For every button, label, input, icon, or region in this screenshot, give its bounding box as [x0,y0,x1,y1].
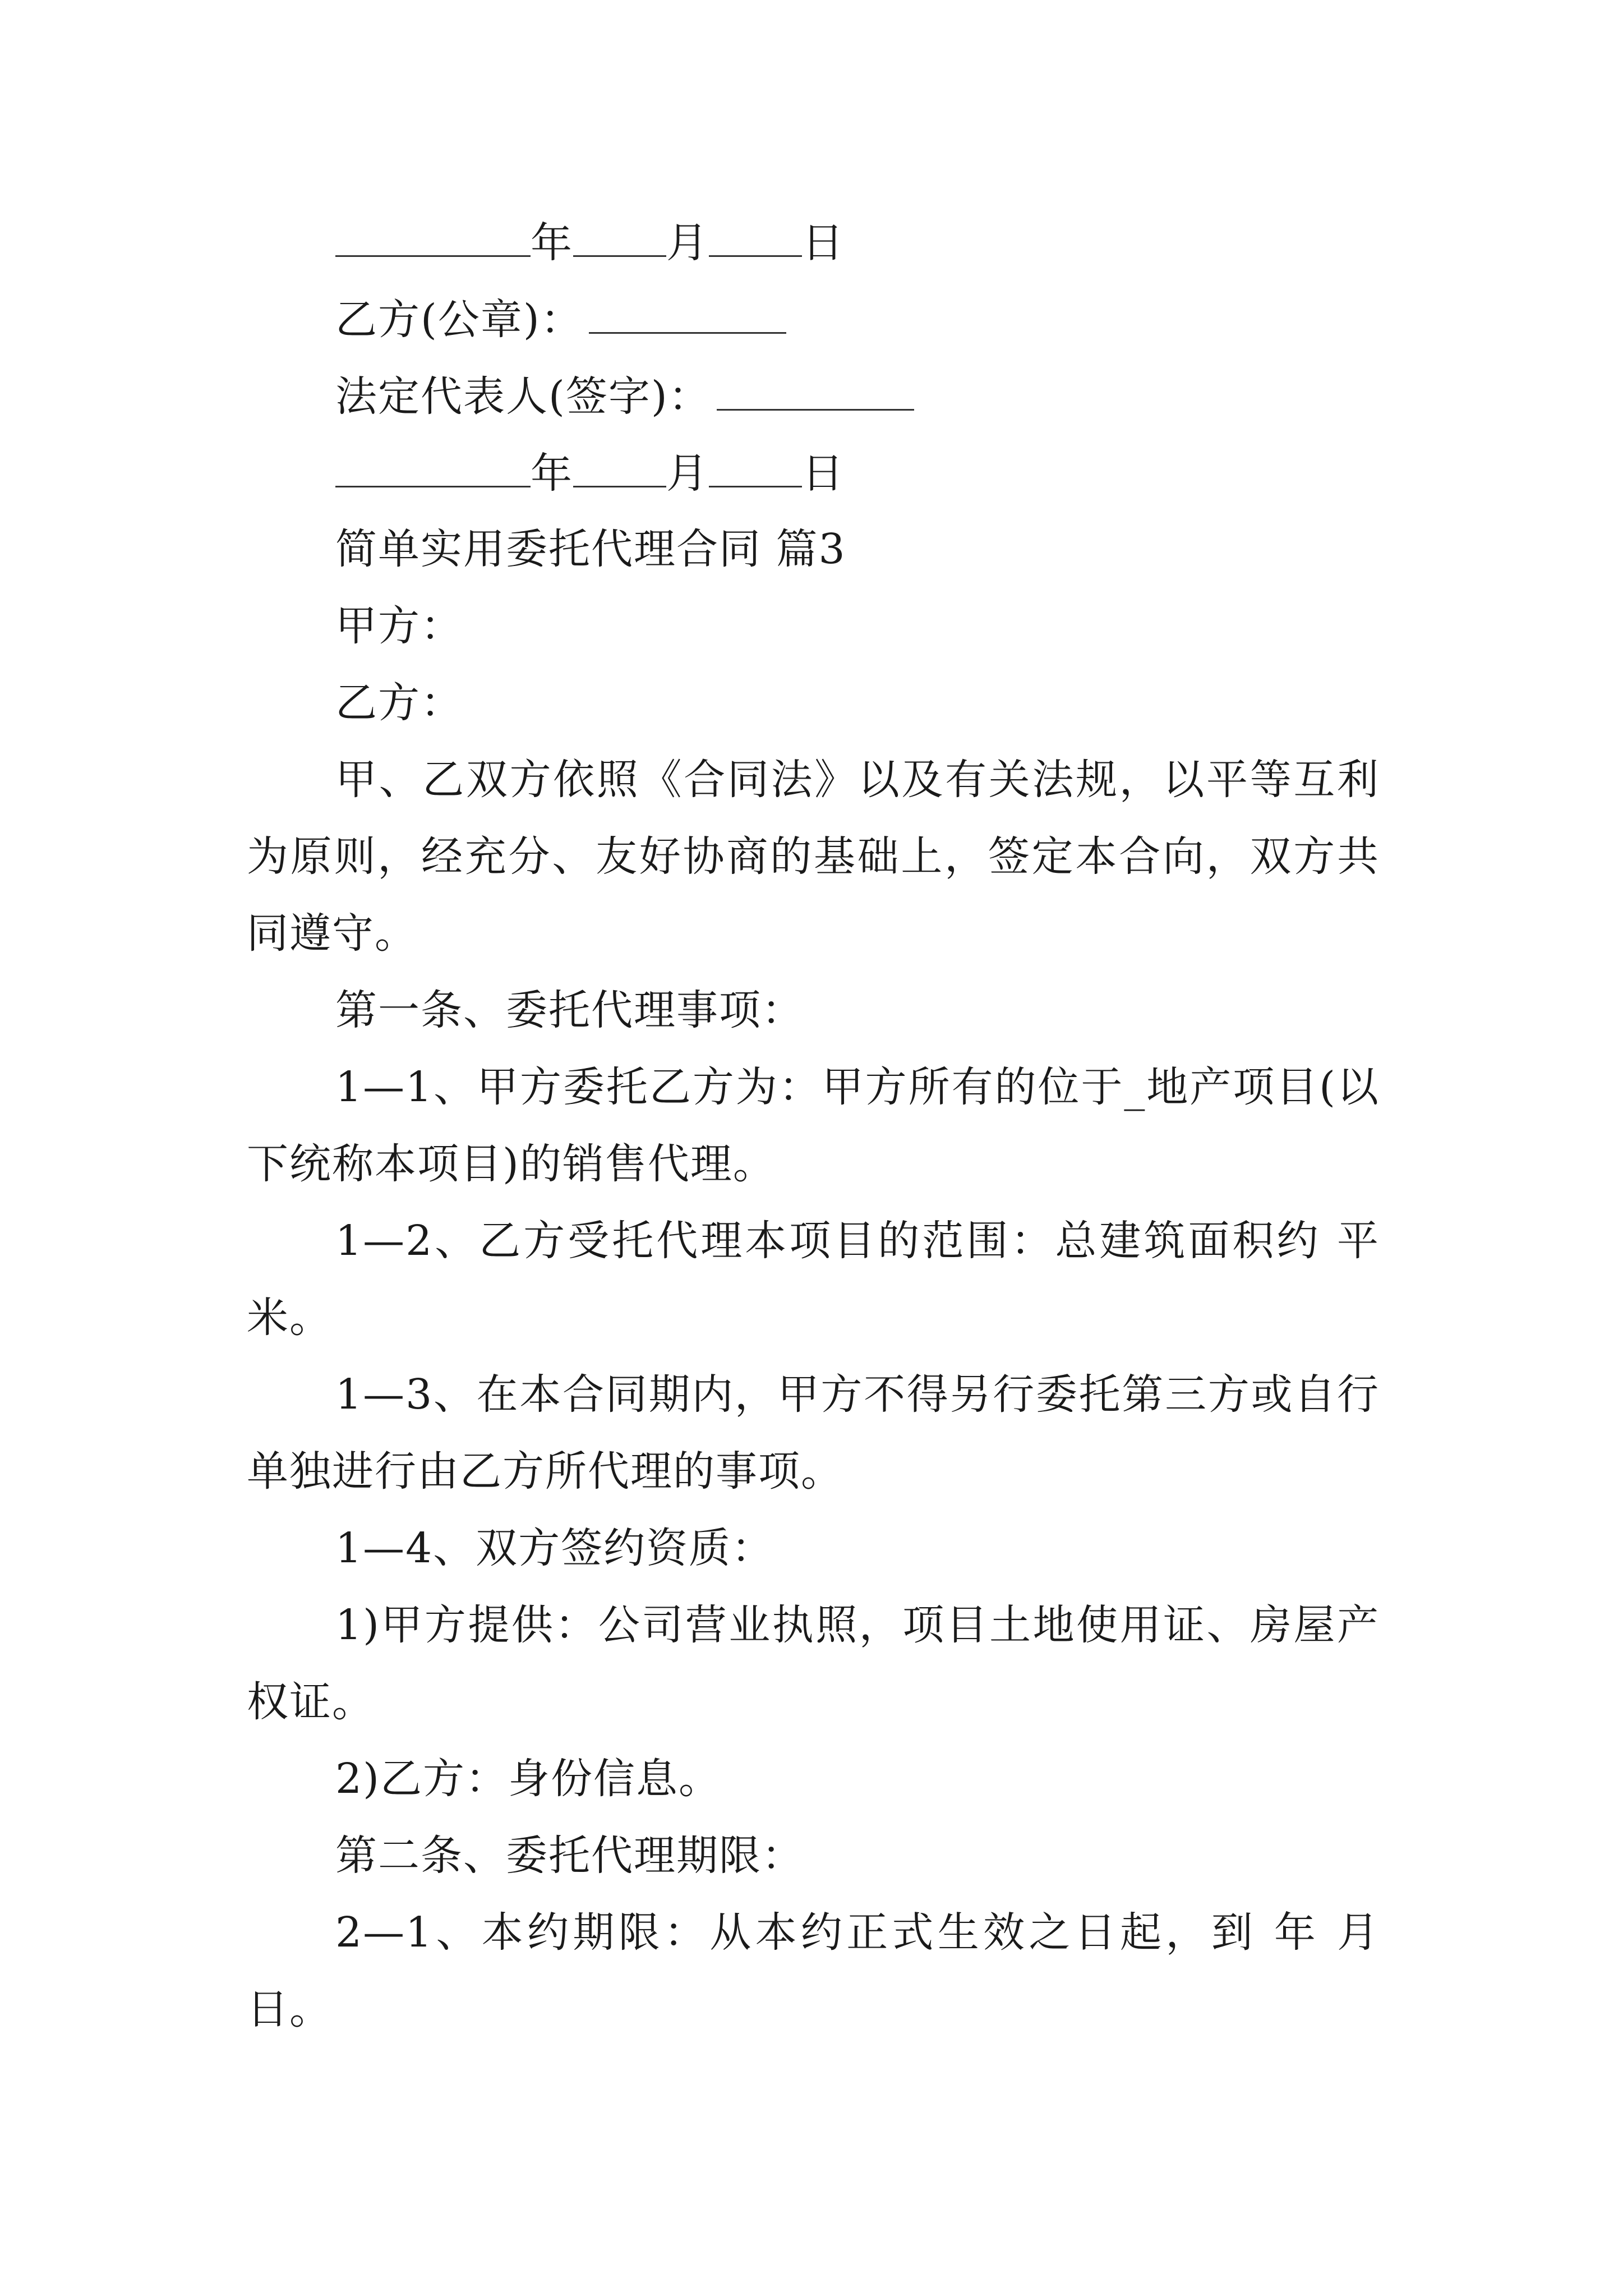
article-1-title: 第一条、委托代理事项： [335,986,804,1034]
party-b-label: 乙方： [335,679,463,727]
item-1-line-1: 1)甲方提供：公司营业执照，项目土地使用证、房屋产 [335,1601,1380,1649]
party-b-seal-row [335,293,1380,346]
section-title: 简单实用委托代理合同 篇3 [335,525,846,573]
intro-line-1: 甲、乙双方依照《合同法》以及有关法规，以平等互利 [335,756,1380,804]
clause-1-2-line-2: 米。 [247,1294,332,1342]
day-blank [709,216,802,257]
month-blank [573,447,666,487]
item-1-line-2: 权证。 [247,1678,375,1726]
year-blank [335,447,531,487]
intro-line-2: 为原则，经充分、友好协商的基础上，签定本合向，双方共 [247,832,1380,881]
day-label: 日 [802,219,845,267]
intro-line-3: 同遵守。 [247,909,417,958]
year-label: 年 [531,219,573,267]
day-label: 日 [802,449,845,498]
month-label: 月 [666,219,709,267]
year-blank [335,216,531,257]
legal-rep-label: 法定代表人(签字)： [335,372,711,421]
clause-1-1-line-2: 下统称本项目)的销售代理。 [247,1140,776,1188]
clause-1-3-line-2: 单独进行由乙方所代理的事项。 [247,1447,843,1496]
party-b-seal-label: 乙方(公章)： [335,296,583,344]
clause-1-4: 1—4、双方签约资质： [335,1524,774,1572]
clause-1-2-line-1: 1—2、乙方受托代理本项目的范围：总建筑面积约 平 [335,1217,1380,1265]
day-blank [709,447,802,487]
seal-blank [589,293,786,334]
date-row-2 [335,447,1380,499]
party-a-label: 甲方： [335,602,463,650]
year-label: 年 [531,449,573,498]
item-2: 2)乙方：身份信息。 [335,1755,721,1803]
clause-2-1-line-2: 日。 [247,1985,332,2033]
legal-rep-row [335,370,1380,422]
article-2-title: 第二条、委托代理期限： [335,1832,804,1880]
clause-1-3-line-1: 1—3、在本合同期内，甲方不得另行委托第三方或自行 [335,1370,1380,1419]
clause-1-1-line-1: 1—1、甲方委托乙方为：甲方所有的位于_地产项目(以 [335,1063,1380,1111]
signature-blank [717,370,914,411]
clause-2-1-line-1: 2—1、本约期限：从本约正式生效之日起，到 年 月 [335,1908,1380,1957]
date-row-1 [335,216,1380,269]
month-blank [573,216,666,257]
month-label: 月 [666,449,709,498]
